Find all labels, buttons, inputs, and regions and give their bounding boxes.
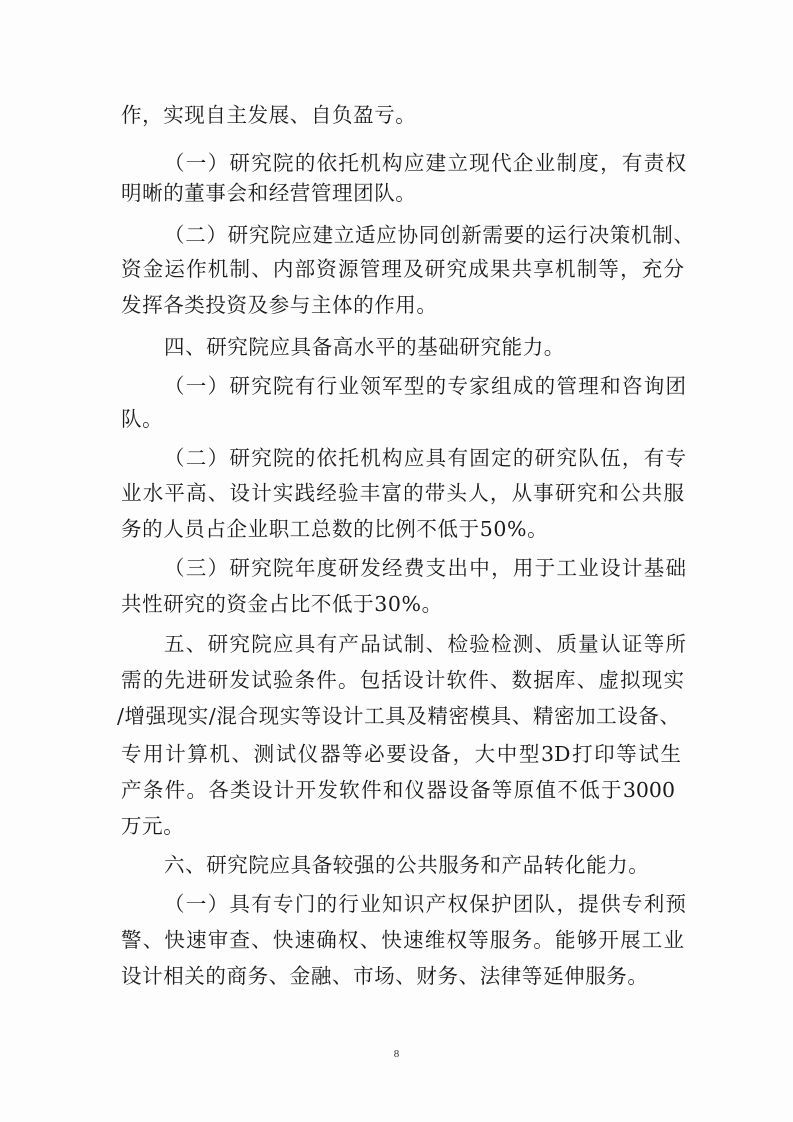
- text-line: （一）研究院有行业领军型的专家组成的管理和咨询团: [164, 374, 686, 398]
- text-line: 警、快速审查、快速确权、快速维权等服务。能够开展工业: [121, 928, 684, 952]
- text-line: 作，实现自主发展、自负盈亏。: [121, 103, 417, 127]
- text-line: （二）研究院的依托机构应具有固定的研究队伍，有专: [164, 446, 686, 470]
- text-line: （二）研究院应建立适应协同创新需要的运行决策机制、: [164, 223, 694, 247]
- text-line: 五、研究院应具有产品试制、检验检测、质量认证等所: [164, 632, 686, 656]
- text-line: 设计相关的商务、金融、市场、财务、法律等延伸服务。: [121, 964, 649, 988]
- text-line: 共性研究的资金占比不低于30%。: [121, 592, 443, 616]
- text-line: 务的人员占企业职工总数的比例不低于50%。: [121, 517, 549, 541]
- text-line: （一）研究院的依托机构应建立现代企业制度，有责权: [164, 151, 686, 175]
- text-line: 专用计算机、测试仪器等必要设备，大中型3D打印等试生: [121, 742, 681, 766]
- text-line: 资金运作机制、内部资源管理及研究成果共享机制等，充分: [121, 257, 684, 281]
- text-line: 四、研究院应具备高水平的基础研究能力。: [164, 335, 565, 359]
- text-line: /增强现实/混合现实等设计工具及精密模具、精密加工设备、: [117, 704, 680, 728]
- text-line: 六、研究院应具备较强的公共服务和产品转化能力。: [164, 853, 650, 877]
- page-number: 8: [393, 1048, 400, 1060]
- text-line: 明晰的董事会和经营管理团队。: [121, 181, 417, 205]
- text-line: 发挥各类投资及参与主体的作用。: [121, 293, 438, 317]
- text-line: 万元。: [121, 814, 185, 838]
- text-line: 业水平高、设计实践经验丰富的带头人，从事研究和公共服: [121, 481, 684, 505]
- text-line: （三）研究院年度研发经费支出中，用于工业设计基础: [164, 556, 686, 580]
- text-line: 需的先进研发试验条件。包括设计软件、数据库、虚拟现实: [121, 668, 684, 692]
- text-line: （一）具有专门的行业知识产权保护团队，提供专利预: [164, 892, 686, 916]
- text-line: 产条件。各类设计开发软件和仪器设备等原值不低于3000: [121, 778, 675, 802]
- text-line: 队。: [121, 407, 164, 431]
